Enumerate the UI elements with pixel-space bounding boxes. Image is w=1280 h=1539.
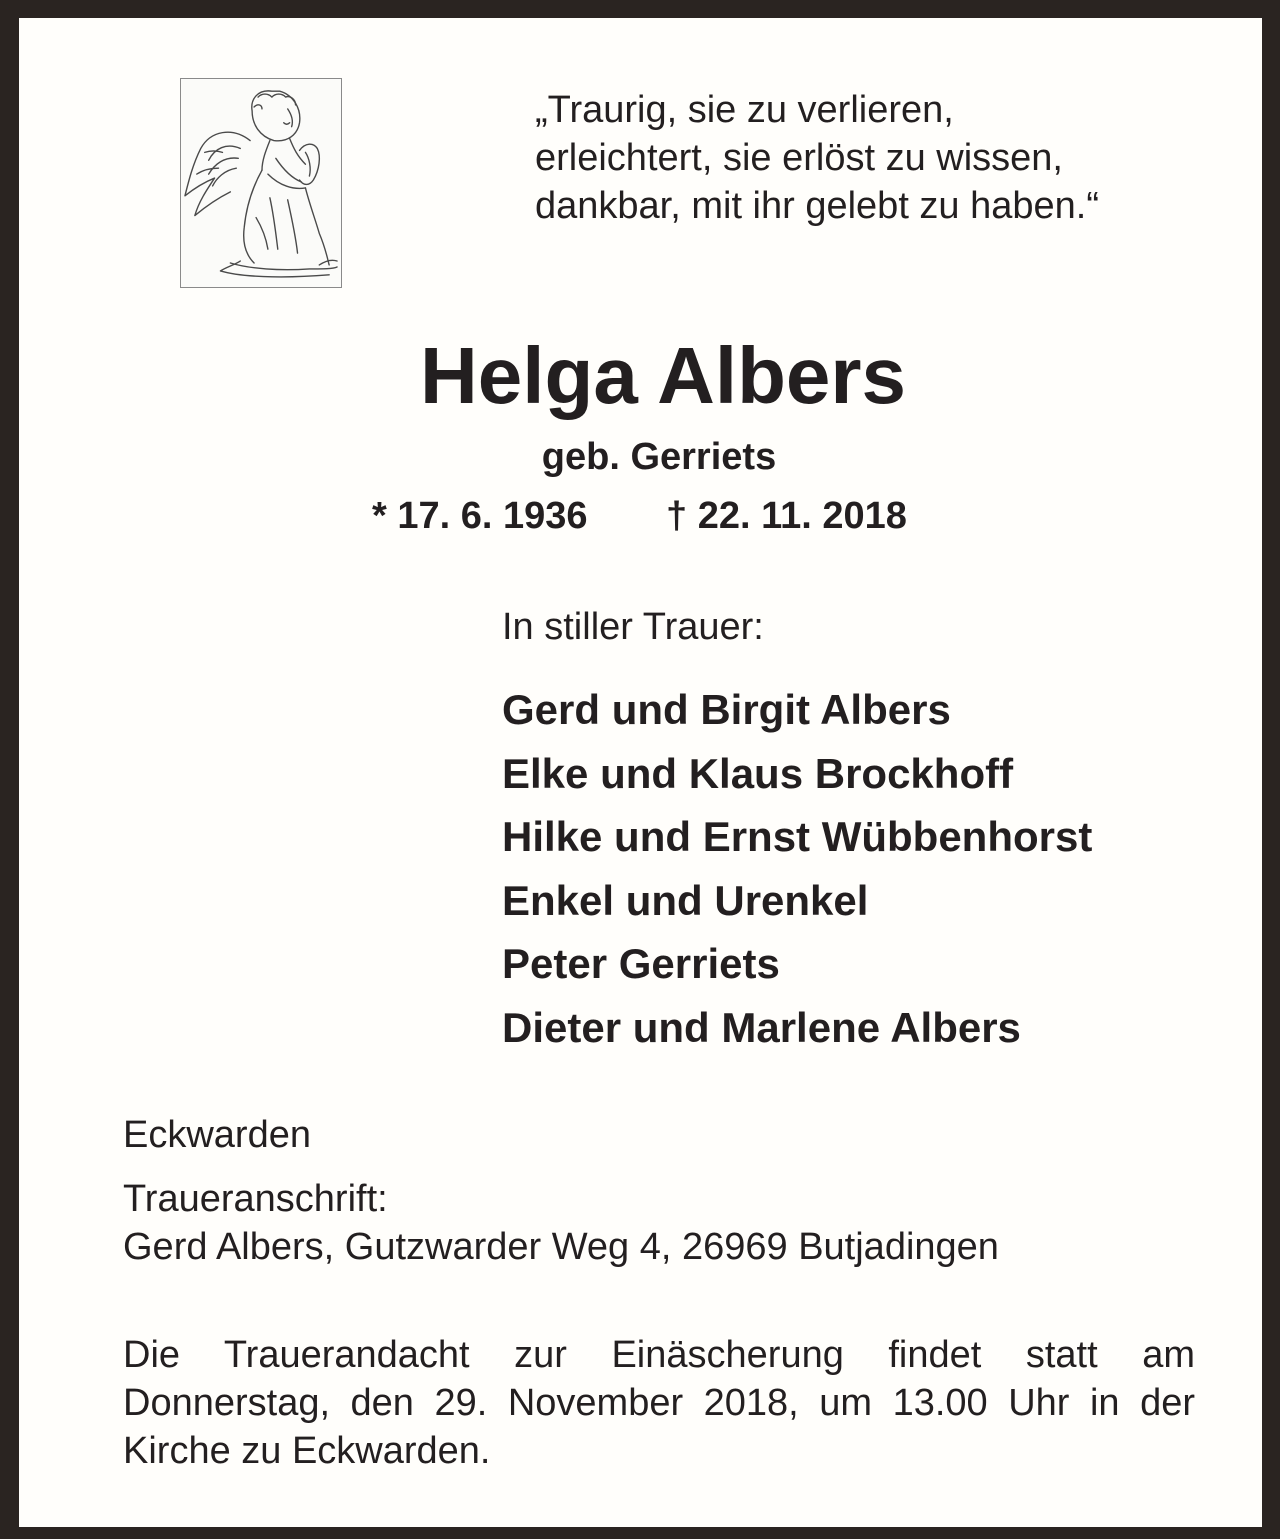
service-notice: Die Trauerandacht zur Einäscherung findet statt am Donnerstag, den 29. November 2018, um 13.00 Uhr in der Kirche zu Eckwarden. (123, 1334, 1195, 1472)
mourning-address (123, 1175, 999, 1271)
deceased-name: Helga Albers (419, 331, 907, 420)
birth-name: geb. Gerriets (541, 436, 777, 478)
quote-line: dankbar, mit ihr gelebt zu haben.“ (535, 185, 1100, 227)
death-date: † 22. 11. 2018 (666, 495, 907, 537)
quote-line: „Traurig, sie zu verlieren, (535, 89, 954, 131)
quote-line: erleichtert, sie erlöst zu wissen, (535, 137, 1063, 179)
mourner: Hilke und Ernst Wübbenhorst (502, 813, 1093, 860)
address-label: Traueranschrift: (123, 1178, 388, 1220)
mourner: Gerd und Birgit Albers (502, 686, 951, 733)
praying-angel-icon (180, 78, 342, 288)
quote (535, 86, 1099, 230)
mourner: Peter Gerriets (502, 940, 780, 987)
life-dates (372, 493, 907, 539)
mourner: Elke und Klaus Brockhoff (502, 749, 1014, 797)
place: Eckwarden (123, 1114, 311, 1156)
birth-date: * 17. 6. 1936 (372, 495, 588, 537)
mourning-intro: In stiller Trauer: (502, 606, 764, 648)
mourner: Enkel und Urenkel (502, 876, 869, 924)
mourner: Dieter und Marlene Albers (502, 1003, 1021, 1051)
mourners-list (502, 678, 1092, 1059)
address-value: Gerd Albers, Gutzwarder Weg 4, 26969 Butjadingen (123, 1226, 999, 1268)
